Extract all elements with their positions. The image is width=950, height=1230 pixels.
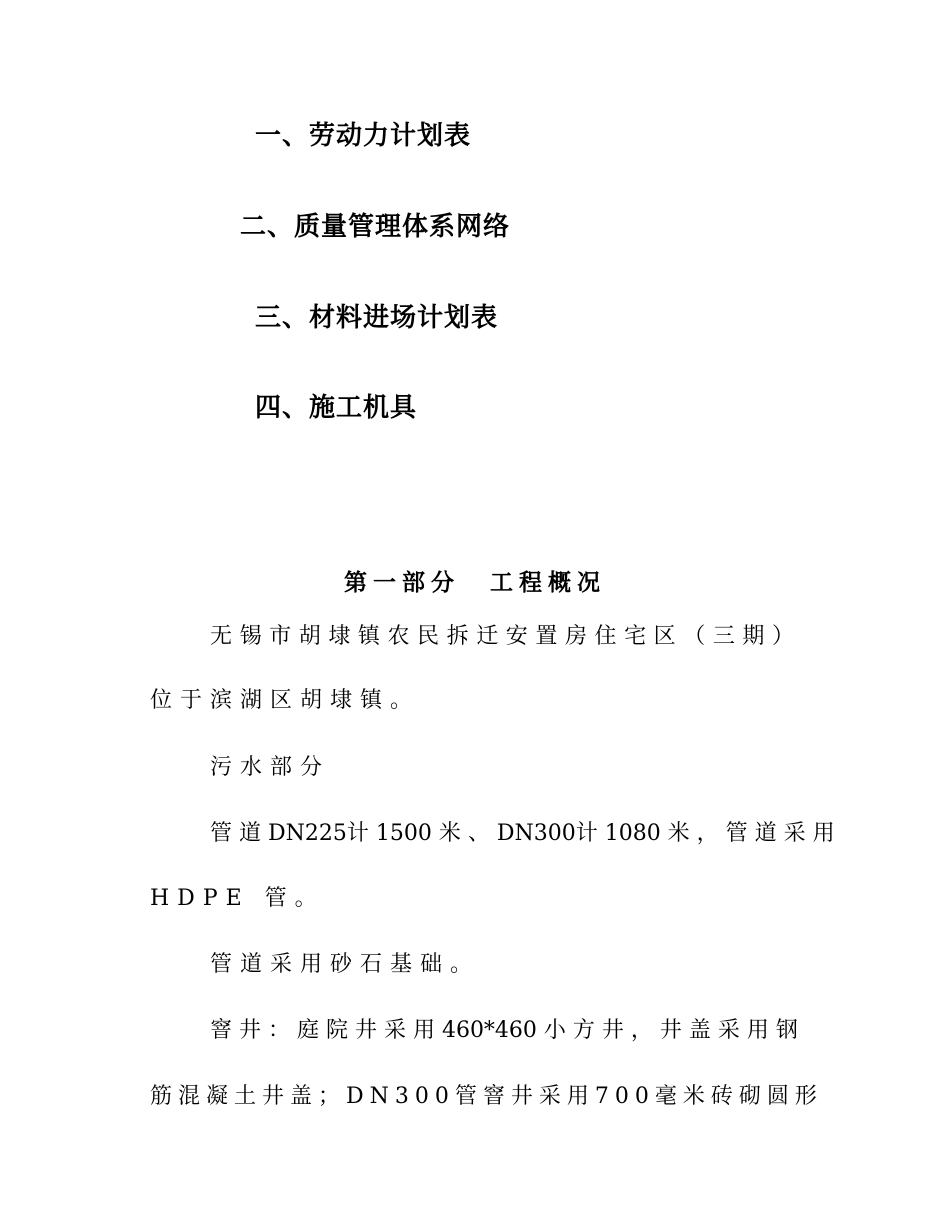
paragraph-line-project-location-1: 无 锡 市 胡 埭 镇 农 民 拆 迁 安 置 房 住 宅 区 （ 三 期 ）	[210, 624, 794, 649]
paragraph-line-pipe-spec-2: HDPE 管。	[150, 886, 325, 911]
paragraph-sewage-heading: 污水部分	[210, 755, 331, 780]
toc-item-material-plan: 三、材料进场计划表	[255, 303, 499, 333]
section-title-label: 工程概况	[490, 570, 606, 596]
paragraph-line-manhole-2: 筋混凝土井盖；DN300管窨井采用700毫米砖砌圆形	[150, 1084, 823, 1109]
paragraph-line-pipe-spec-1: 管 道 DN225计 1500 米 、 DN300计 1080 米 ， 管 道 采 用	[210, 821, 835, 846]
toc-item-labor-plan: 一、劳动力计划表	[255, 121, 472, 151]
toc-item-quality-system: 二、质量管理体系网络	[240, 212, 511, 242]
toc-item-machinery: 四、施工机具	[255, 393, 418, 423]
section-heading	[0, 566, 950, 600]
paragraph-line-project-location-2: 位于滨湖区胡埭镇。	[150, 688, 421, 713]
section-part-label: 第一部分	[344, 570, 460, 596]
paragraph-pipe-foundation: 管道采用砂石基础。	[210, 952, 481, 977]
paragraph-line-manhole-1: 窨 井 ： 庭 院 井 采 用 460*460 小 方 井 ， 井 盖 采 用 钢	[210, 1018, 798, 1043]
